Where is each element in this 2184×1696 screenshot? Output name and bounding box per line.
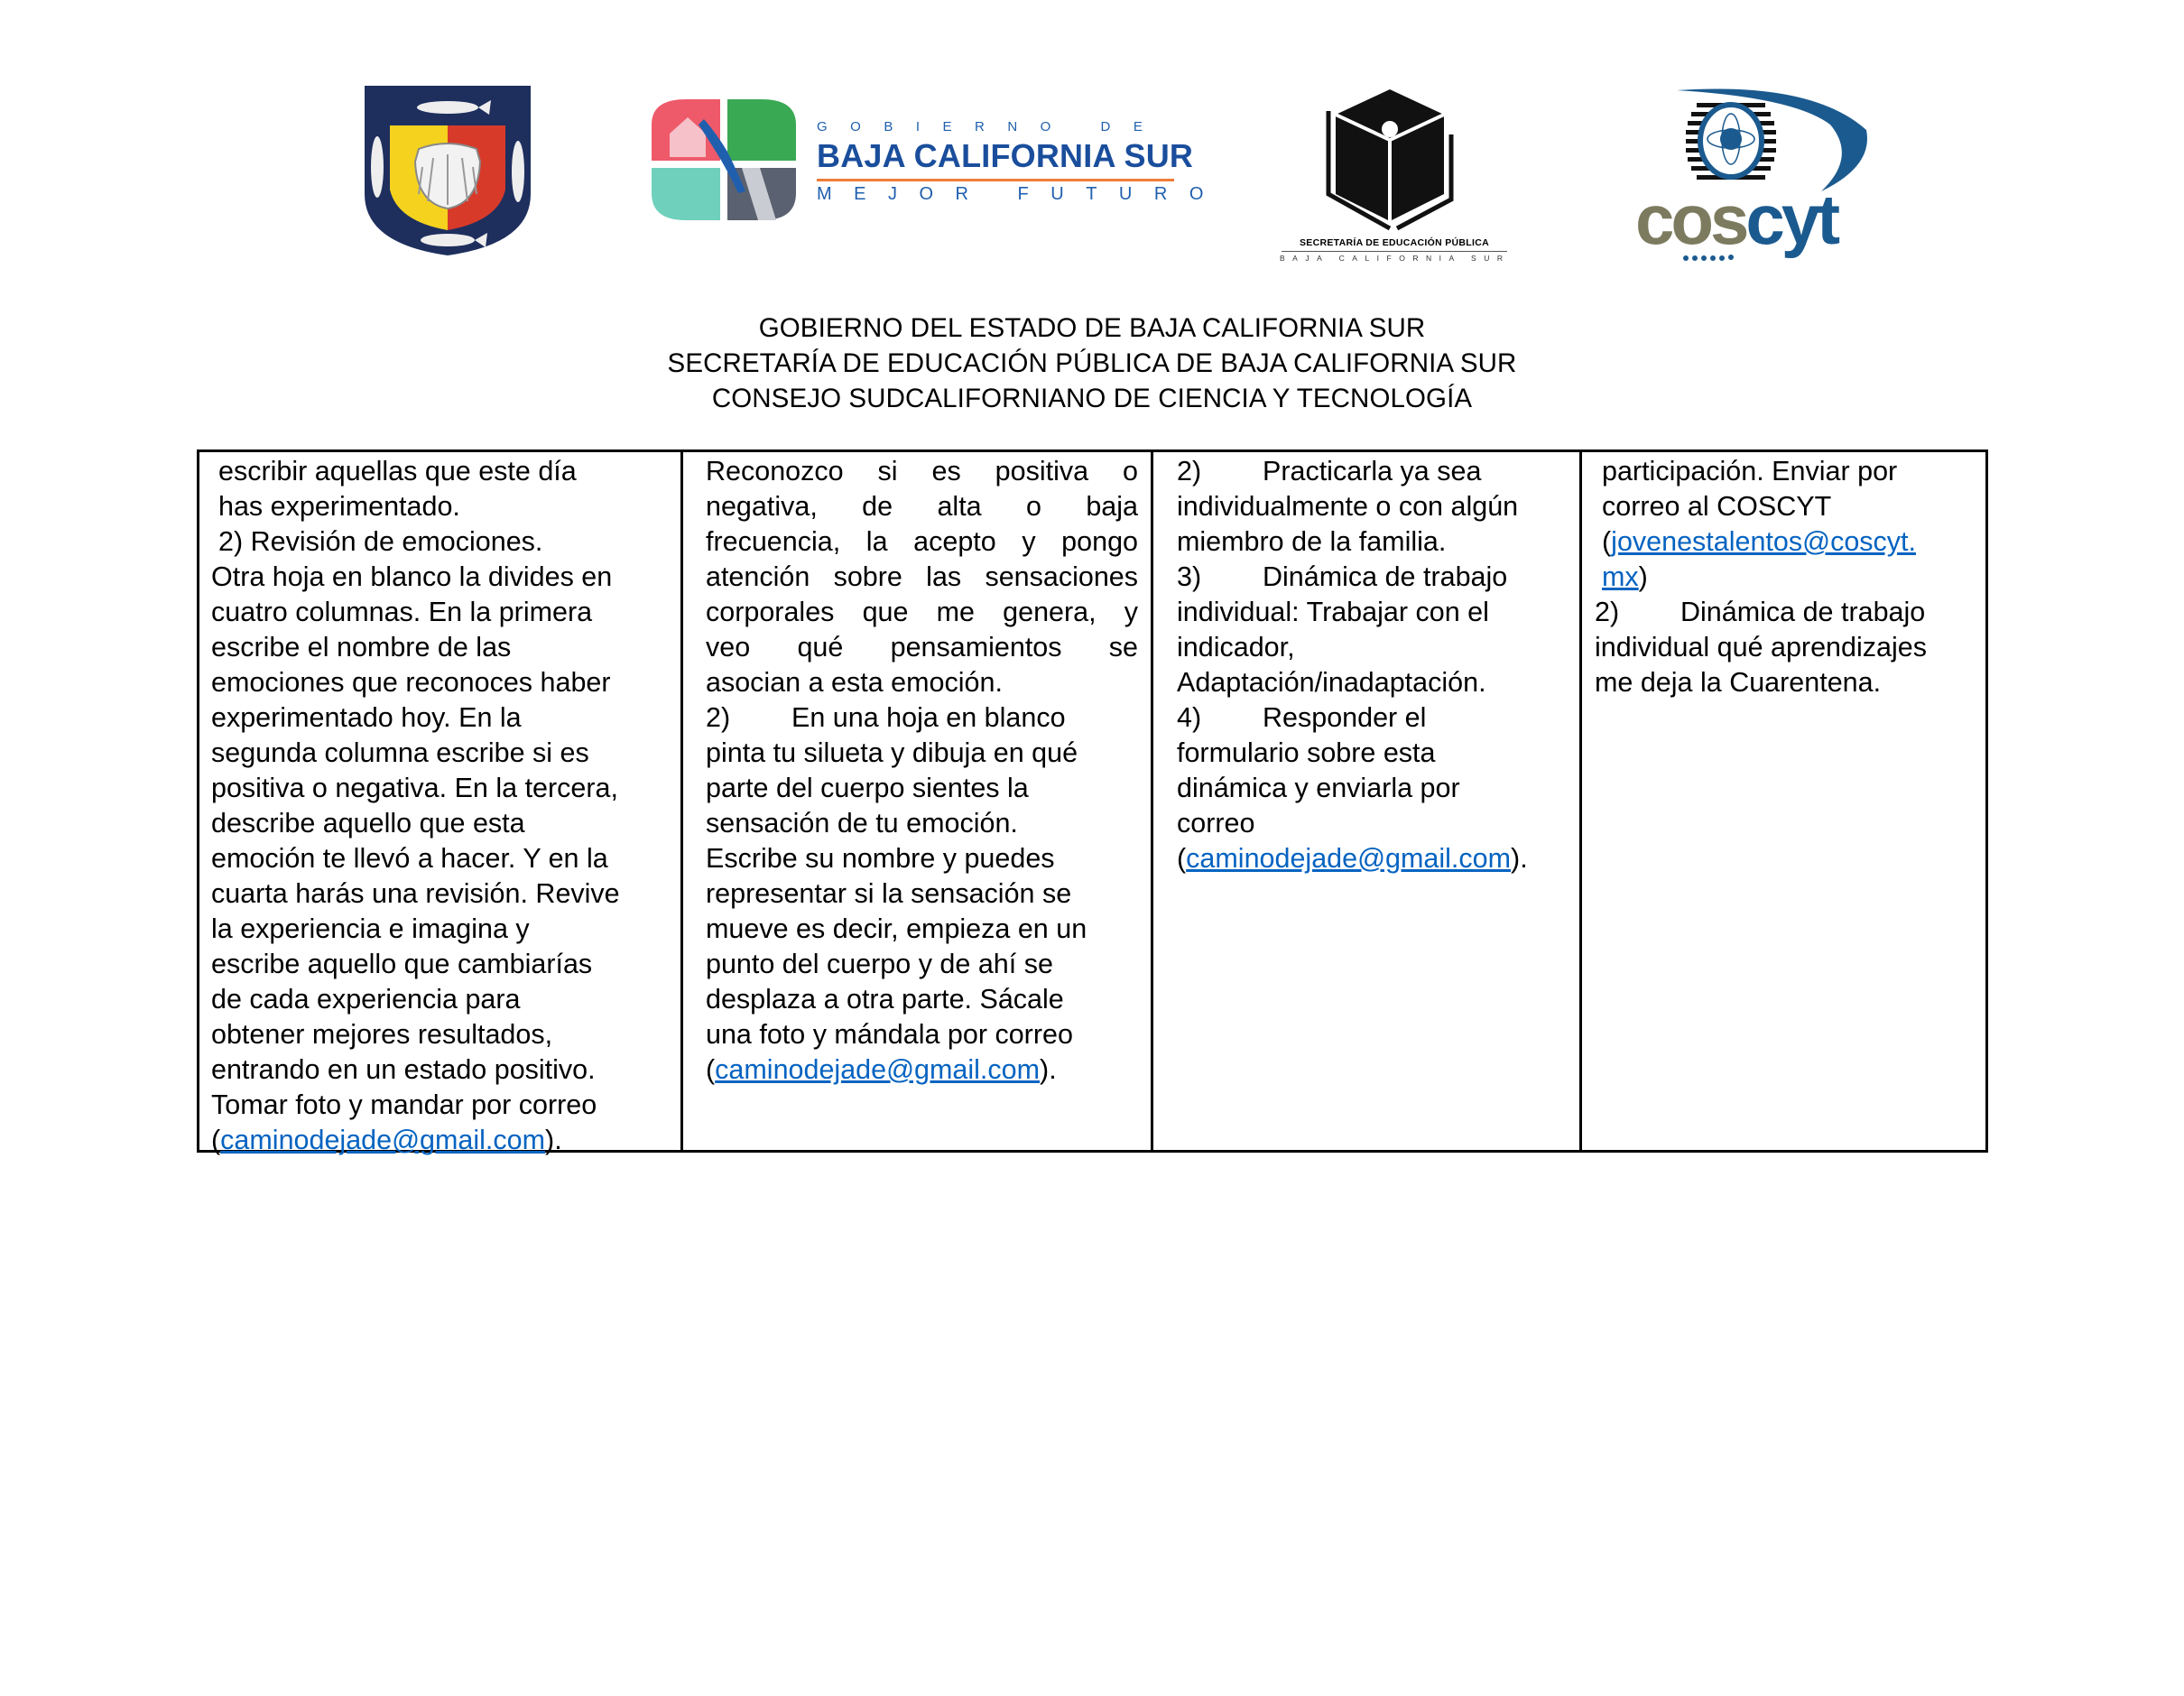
table-cell-column-2	[680, 452, 1151, 1150]
cell-line: veo qué pensamientos se	[706, 632, 1138, 663]
sep-rule	[1282, 251, 1507, 252]
cell-line: la experiencia e imagina y	[211, 913, 530, 944]
cell-line: experimentado hoy. En la	[211, 702, 522, 733]
bcs-tagline-text: MEJOR FUTURO	[817, 184, 1226, 204]
bcs-name-text: BAJA CALIFORNIA SUR	[817, 137, 1194, 174]
coscyt-wordmark	[1635, 180, 1837, 259]
cell-line: negativa, de alta o baja	[706, 491, 1138, 522]
cell-line: participación. Enviar por	[1602, 456, 1898, 487]
header-line-coscyt: CONSEJO SUDCALIFORNIANO DE CIENCIA Y TECNOLOGÍA	[711, 384, 1473, 413]
bcs-gobierno-de-text: GOBIERNO DE	[817, 119, 1166, 134]
cell-line: entrando en un estado positivo.	[211, 1054, 596, 1085]
cell-line: asocian a esta emoción.	[706, 667, 1003, 698]
header-line-sep: SECRETARÍA DE EDUCACIÓN PÚBLICA DE BAJA CALIFORNIA SUR	[667, 348, 1517, 378]
document-header	[0, 310, 2184, 416]
cell-line: sensación de tu emoción.	[706, 808, 1018, 839]
cell-line: indicador,	[1177, 632, 1295, 663]
cell-line: escribe el nombre de las	[211, 632, 512, 663]
cell-line: frecuencia, la acepto y pongo	[706, 526, 1138, 557]
cell-line: atención sobre las sensaciones	[706, 561, 1138, 592]
cell-line: miembro de la familia.	[1177, 526, 1447, 557]
cell-line: desplaza a otra parte. Sácale	[706, 984, 1064, 1015]
cell-line: una foto y mándala por correo	[706, 1019, 1073, 1050]
email-link-jovenestalentos[interactable]: jovenestalentos@coscyt.	[1611, 526, 1916, 557]
cell-line: emoción te llevó a hacer. Y en la	[211, 843, 608, 874]
cell-line: (jovenestalentos@coscyt.	[1602, 526, 1916, 557]
cell-line: (caminodejade@gmail.com).	[706, 1054, 1057, 1085]
table-cell-column-3	[1151, 452, 1579, 1150]
cell-line: escribe aquello que cambiarías	[211, 949, 593, 979]
cell-line: escribir aquellas que este día	[218, 456, 577, 487]
table-cell-column-4	[1579, 452, 1985, 1150]
baja-california-sur-shield-logo	[365, 86, 531, 255]
email-link-caminodejade[interactable]: caminodejade@gmail.com	[715, 1054, 1041, 1085]
cell-line: (caminodejade@gmail.com).	[1177, 843, 1528, 874]
cell-line: (caminodejade@gmail.com).	[211, 1125, 562, 1155]
list-item-2: 2) Dinámica de trabajo	[1595, 597, 1926, 627]
email-link-caminodejade[interactable]: caminodejade@gmail.com	[220, 1125, 546, 1155]
cell-line: representar si la sensación se	[706, 878, 1072, 909]
cell-line: individual qué aprendizajes	[1595, 632, 1927, 663]
email-link-caminodejade[interactable]: caminodejade@gmail.com	[1186, 843, 1512, 874]
cell-line: correo	[1177, 808, 1255, 839]
sep-subtitle-text: BAJA CALIFORNIA SUR	[1280, 254, 1511, 263]
cell-line: Adaptación/inadaptación.	[1177, 667, 1486, 698]
cell-line: mx)	[1602, 561, 1648, 592]
list-item-4: 4) Responder el	[1177, 702, 1427, 733]
list-item-3: 3) Dinámica de trabajo	[1177, 561, 1508, 592]
cell-line: cuarta harás una revisión. Revive	[211, 878, 620, 909]
gobierno-bcs-logo	[652, 97, 1226, 220]
cell-line: cuatro columnas. En la primera	[211, 597, 593, 627]
coscyt-wordmark-cos: cos	[1635, 180, 1746, 259]
table-cell-column-1	[199, 452, 680, 1155]
cell-line: individual: Trabajar con el	[1177, 597, 1489, 627]
cell-line: Escribe su nombre y puedes	[706, 843, 1055, 874]
cell-line: punto del cuerpo y de ahí se	[706, 949, 1053, 979]
cell-line: dinámica y enviarla por	[1177, 773, 1460, 803]
cell-line: corporales que me genera, y	[706, 597, 1138, 627]
cell-line: has experimentado.	[218, 491, 460, 522]
cell-line: pinta tu silueta y dibuja en qué	[706, 737, 1078, 768]
sep-title-text: SECRETARÍA DE EDUCACIÓN PÚBLICA	[1300, 237, 1489, 248]
cell-line: Tomar foto y mandar por correo	[211, 1089, 597, 1120]
coscyt-wordmark-cyt: cyt	[1745, 180, 1837, 259]
cell-line: mueve es decir, empieza en un	[706, 913, 1087, 944]
bcs-orange-rule	[817, 179, 1174, 181]
cell-line: obtener mejores resultados,	[211, 1019, 553, 1050]
cell-line: positiva o negativa. En la tercera,	[211, 773, 618, 803]
activities-table	[197, 449, 1988, 1153]
list-item-2: 2) Practicarla ya sea	[1177, 456, 1482, 487]
bcs-emblem-icon	[652, 97, 796, 220]
cell-line: individualmente o con algún	[1177, 491, 1519, 522]
cell-line: 2) Revisión de emociones.	[218, 526, 543, 557]
cell-line: Reconozco si es positiva o	[706, 456, 1138, 487]
cell-line: me deja la Cuarentena.	[1595, 667, 1882, 698]
sep-bcs-logo	[1280, 88, 1509, 268]
cell-line: parte del cuerpo sientes la	[706, 773, 1029, 803]
sep-book-cube-icon	[1280, 88, 1509, 232]
email-link-jovenestalentos-cont[interactable]: mx	[1602, 561, 1639, 592]
header-line-government: GOBIERNO DEL ESTADO DE BAJA CALIFORNIA SUR	[758, 313, 1426, 343]
cell-line: segunda columna escribe si es	[211, 737, 589, 768]
cell-line: emociones que reconoces haber	[211, 667, 611, 698]
shield-icon	[365, 86, 531, 255]
cell-line: correo al COSCYT	[1602, 491, 1832, 522]
cell-line: formulario sobre esta	[1177, 737, 1436, 768]
cell-line: de cada experiencia para	[211, 984, 521, 1015]
cell-line: Otra hoja en blanco la divides en	[211, 561, 613, 592]
cell-line: describe aquello que esta	[211, 808, 525, 839]
coscyt-logo	[1632, 85, 1875, 265]
list-item-2: 2) En una hoja en blanco	[706, 702, 1066, 733]
